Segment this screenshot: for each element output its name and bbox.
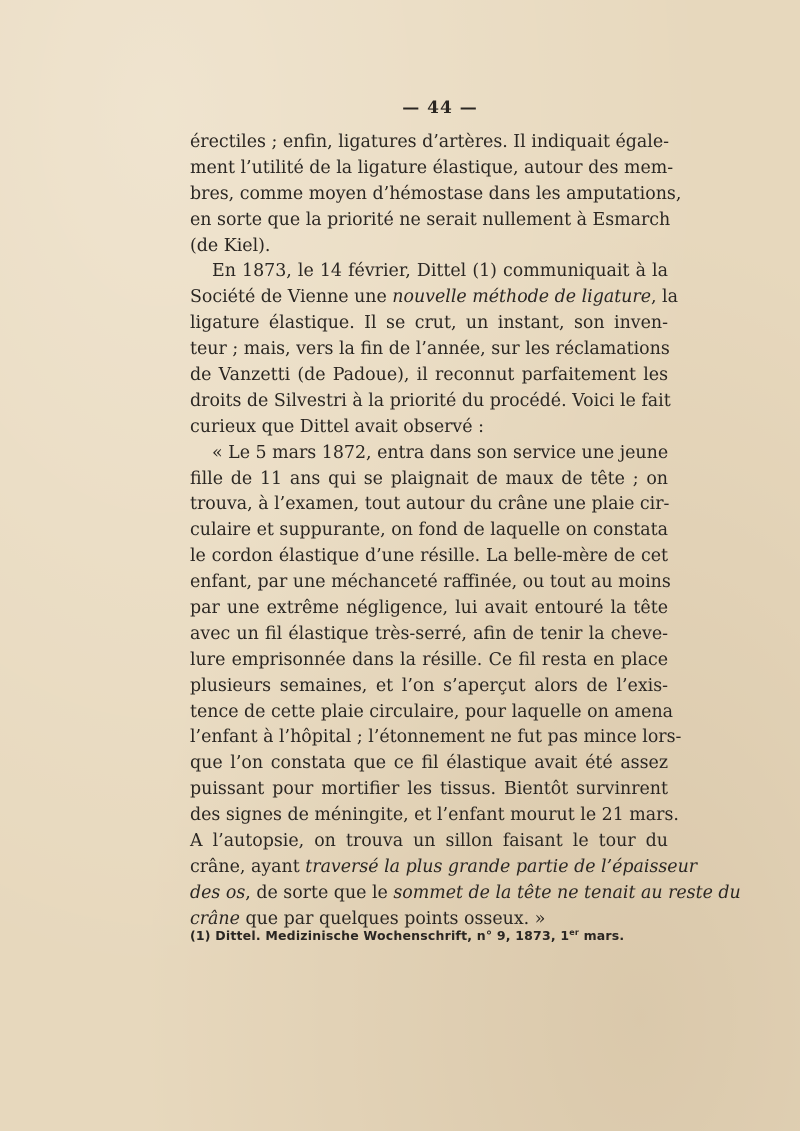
text-line: avec un fil élastique très-serré, afin de tenir la cheve-	[190, 623, 668, 644]
text-line	[190, 285, 678, 311]
emphasis-text: crâne	[190, 908, 240, 929]
text-line: en sorte que la priorité ne serait nullement à Esmarch	[190, 209, 671, 230]
footnote-superscript: er	[569, 928, 580, 937]
text-line	[190, 881, 741, 907]
text-fragment: , de sorte que le	[245, 882, 388, 903]
text-line: culaire et suppurante, on fond de laquelle on constata	[190, 520, 668, 541]
text-fragment: Société de Vienne une	[190, 287, 387, 308]
footnote-tail: mars.	[579, 928, 625, 944]
text-line: « Le 5 mars 1872, entra dans son service une jeune	[212, 442, 669, 463]
footnote	[190, 928, 668, 943]
emphasis-text: des os	[190, 882, 246, 903]
text-line: teur ; mais, vers la fin de l’année, sur les réclamations	[190, 339, 670, 360]
text-line: ment l’utilité de la ligature élastique, autour des mem-	[190, 157, 674, 178]
text-line: bres, comme moyen d’hémostase dans les amputations,	[190, 183, 682, 204]
text-fragment: , la	[651, 287, 678, 308]
text-line: des signes de méningite, et l’enfant mourut le 21 mars.	[190, 805, 679, 826]
text-line: fille de 11 ans qui se plaignait de maux de tête ; on	[190, 468, 668, 489]
text-line: droits de Silvestri à la priorité du procédé. Voici le fait	[190, 390, 671, 411]
emphasis-text: sommet de la tête ne tenait au reste du	[393, 882, 741, 903]
text-line: En 1873, le 14 février, Dittel (1) communiquait à la	[212, 261, 668, 282]
footnote-text: (1) Dittel. Medizinische Wochenschrift, n° 9, 1873, 1	[190, 928, 570, 944]
text-line: (de Kiel).	[190, 235, 271, 256]
text-line: puissant pour mortifier les tissus. Bientôt survinrent	[190, 779, 668, 800]
text-line: ligature élastique. Il se crut, un instant, son inven-	[190, 313, 668, 334]
text-fragment: crâne, ayant	[190, 856, 300, 877]
text-line	[190, 855, 698, 881]
text-line: érectiles ; enfin, ligatures d’artères. Il indiquait égale-	[190, 132, 670, 152]
text-line: plusieurs semaines, et l’on s’aperçut alors de l’exis-	[190, 675, 668, 696]
text-line: de Vanzetti (de Padoue), il reconnut parfaitement les	[190, 365, 668, 386]
text-line: enfant, par une méchanceté raffinée, ou tout au moins	[190, 572, 671, 593]
text-line: trouva, à l’examen, tout autour du crâne une plaie cir-	[190, 494, 670, 515]
text-line: lure emprisonnée dans la résille. Ce fil resta en place	[190, 649, 668, 670]
emphasis-text: traversé la plus grande partie de l’épaisseur	[305, 856, 698, 877]
text-fragment: que par quelques points osseux. »	[239, 908, 546, 929]
text-line: tence de cette plaie circulaire, pour laquelle on amena	[190, 701, 674, 722]
body-text	[190, 130, 741, 933]
emphasis-text: nouvelle méthode de ligature	[392, 287, 651, 308]
text-line: que l’on constata que ce fil élastique avait été assez	[190, 753, 668, 774]
page-number: — 44 —	[402, 98, 478, 118]
text-line: par une extrême négligence, lui avait entouré la tête	[190, 598, 668, 619]
text-line: le cordon élastique d’une résille. La belle-mère de cet	[190, 546, 668, 567]
text-line: curieux que Dittel avait observé :	[190, 416, 484, 437]
text-line: A l’autopsie, on trouva un sillon faisant le tour du	[190, 831, 668, 852]
text-line: l’enfant à l’hôpital ; l’étonnement ne fut pas mince lors-	[190, 727, 682, 748]
